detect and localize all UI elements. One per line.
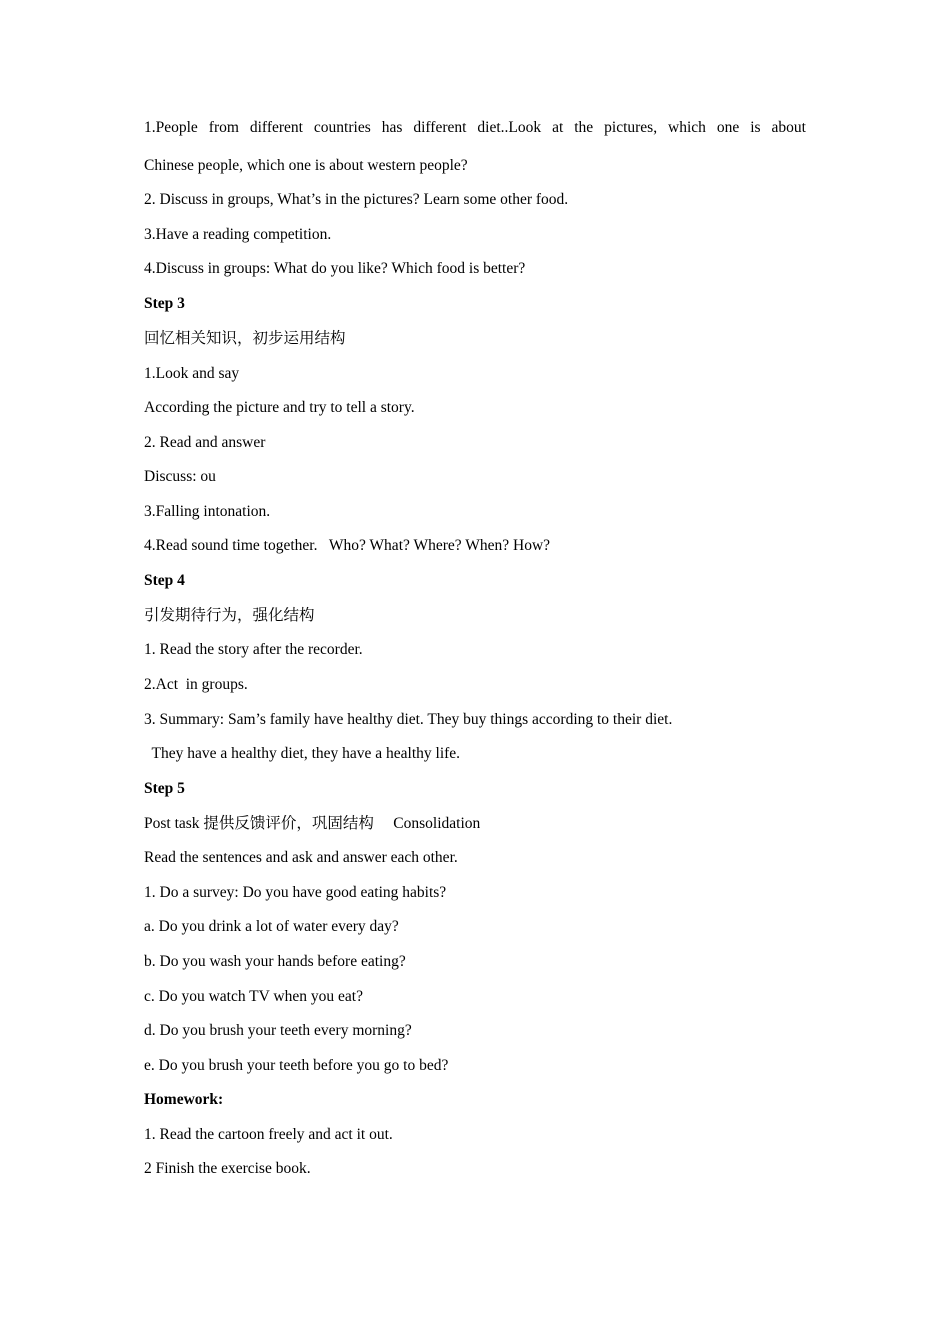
paragraph-line: 引发期待行为，强化结构 — [144, 607, 315, 624]
paragraph-line: Chinese people, which one is about western people? — [144, 157, 468, 174]
paragraph-line: 4.Discuss in groups: What do you like? Which food is better? — [144, 260, 526, 277]
paragraph-line: 3.Falling intonation. — [144, 503, 271, 520]
paragraph-line: 4.Read sound time together. Who? What? Where? When? How? — [144, 537, 551, 554]
paragraph-line: 2. Read and answer — [144, 434, 266, 451]
paragraph-line: Read the sentences and ask and answer each other. — [144, 849, 458, 866]
paragraph-line: 1.People from different countries has different diet..Look at the pictures, which one is about — [144, 119, 806, 136]
paragraph-line: e. Do you brush your teeth before you go to bed? — [144, 1057, 449, 1074]
paragraph-line: d. Do you brush your teeth every morning? — [144, 1022, 412, 1039]
paragraph-line: 1.Look and say — [144, 365, 240, 382]
step-heading: Step 4 — [144, 572, 185, 589]
paragraph-line: 1. Read the cartoon freely and act it out. — [144, 1126, 393, 1143]
paragraph-line: Discuss: ou — [144, 468, 216, 485]
paragraph-line: 2. Discuss in groups, What’s in the pictures? Learn some other food. — [144, 191, 569, 208]
paragraph-line: Post task 提供反馈评价，巩固结构 Consolidation — [144, 815, 481, 832]
paragraph-line: a. Do you drink a lot of water every day? — [144, 918, 399, 935]
step-heading: Step 3 — [144, 295, 185, 312]
paragraph-line: 2.Act in groups. — [144, 676, 248, 693]
paragraph-line: 1. Do a survey: Do you have good eating habits? — [144, 884, 447, 901]
paragraph-line: 3.Have a reading competition. — [144, 226, 332, 243]
paragraph-line: 3. Summary: Sam’s family have healthy diet. They buy things according to their diet. — [144, 711, 673, 728]
paragraph-line: 2 Finish the exercise book. — [144, 1160, 311, 1177]
step-heading: Step 5 — [144, 780, 185, 797]
homework-heading: Homework: — [144, 1091, 224, 1108]
paragraph-line: 1. Read the story after the recorder. — [144, 641, 363, 658]
paragraph-line: c. Do you watch TV when you eat? — [144, 988, 363, 1005]
paragraph-line: b. Do you wash your hands before eating? — [144, 953, 406, 970]
paragraph-line: They have a healthy diet, they have a healthy life. — [144, 745, 461, 762]
paragraph-line: 回忆相关知识，初步运用结构 — [144, 330, 346, 347]
paragraph-line: According the picture and try to tell a story. — [144, 399, 415, 416]
